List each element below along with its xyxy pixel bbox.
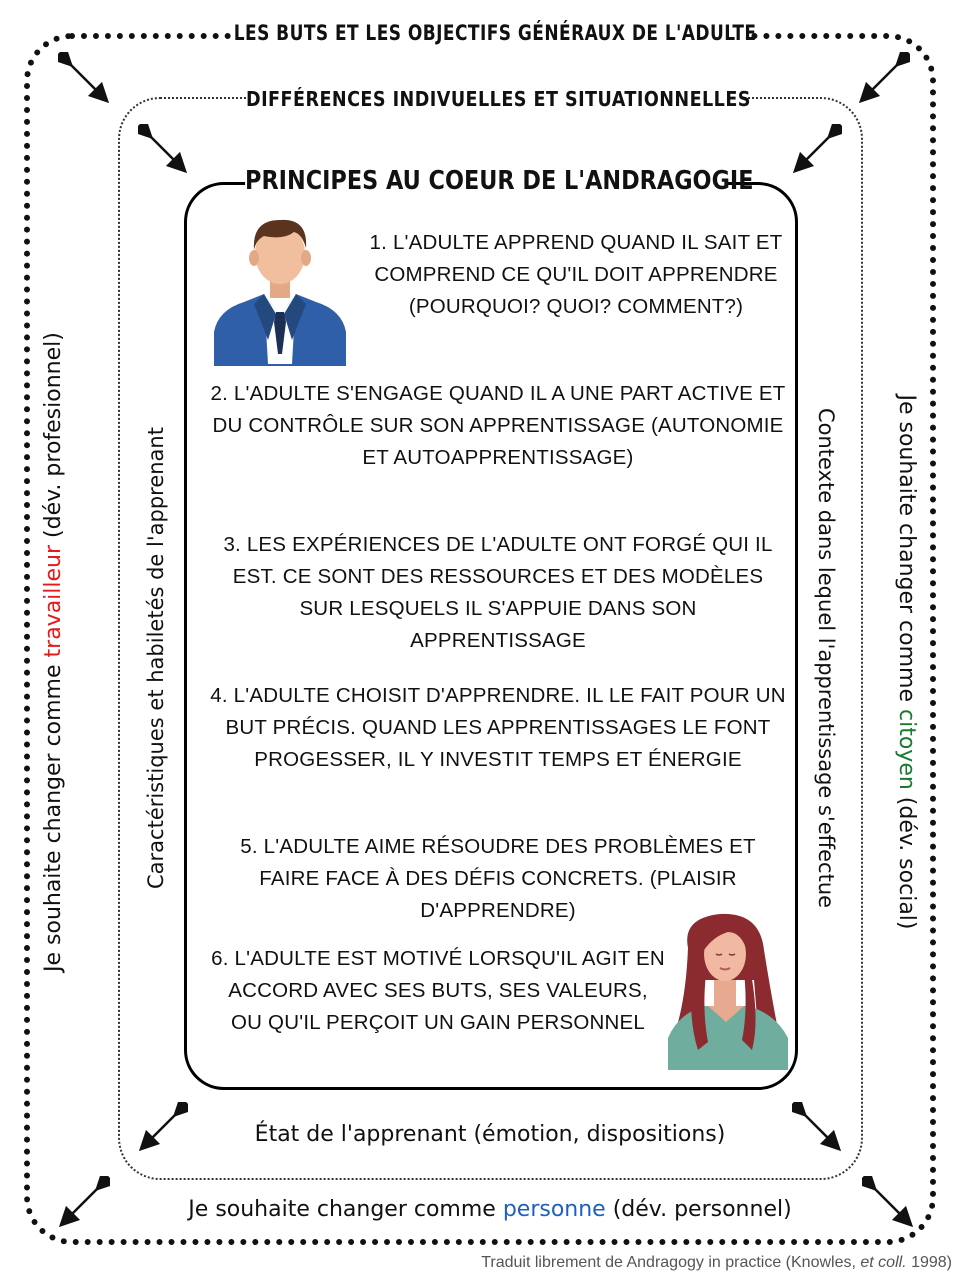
- bottom-outer-after: (dév. personnel): [605, 1197, 792, 1222]
- inner-title: PRINCIPES AU COEUR DE L'ANDRAGOGIE: [245, 163, 725, 199]
- left-outer-before: Je souhaite changer comme: [41, 657, 66, 972]
- credit-after: 1998): [906, 1254, 952, 1271]
- right-outer-highlight: citoyen: [894, 709, 919, 790]
- principle-1: 1. L'ADULTE APPREND QUAND IL SAIT ET COMPREND CE QU'IL DOIT APPRENDRE (POURQUOI? QUOI? COMMENT?): [369, 231, 783, 318]
- middle-title: DIFFÉRENCES INDIVUELLES ET SITUATIONNELLES: [246, 84, 745, 114]
- credit-note: [481, 1254, 952, 1272]
- principle-3: 3. LES EXPÉRIENCES DE L'ADULTE ONT FORGÉ QUI IL EST. CE SONT DES RESSOURCES ET DES MODÈLES SUR LESQUELS IL S'APPUIE DANS SON APPRENTISSAGE: [223, 533, 773, 652]
- left-outer-after: (dév. profesionnel): [41, 332, 66, 545]
- double-arrow-icon: [58, 52, 110, 104]
- outer-title: LES BUTS ET LES OBJECTIFS GÉNÉRAUX DE L'ADULTE: [234, 16, 752, 50]
- double-arrow-icon: [138, 124, 188, 174]
- double-arrow-icon: [792, 1102, 842, 1152]
- double-arrow-icon: [138, 1102, 188, 1152]
- double-arrow-icon: [858, 52, 910, 104]
- businessman-illustration: [214, 214, 346, 366]
- left-outer-label: [39, 332, 69, 978]
- bottom-outer-before: Je souhaite changer comme: [188, 1197, 503, 1222]
- bottom-middle-label: État de l'apprenant (émotion, dispositions): [254, 1122, 726, 1147]
- right-outer-before: Je souhaite changer comme: [894, 394, 919, 710]
- double-arrow-icon: [862, 1176, 914, 1228]
- credit-italic: et coll.: [860, 1254, 907, 1271]
- right-middle-label: Contexte dans lequel l'apprentissage s'effectue: [811, 362, 841, 954]
- left-outer-highlight: travailleur: [41, 544, 66, 658]
- principle-5: 5. L'ADULTE AIME RÉSOUDRE DES PROBLÈMES ET FAIRE FACE À DES DÉFIS CONCRETS. (PLAISIR D'APPRENDRE): [240, 835, 756, 922]
- right-outer-label: [891, 361, 921, 963]
- double-arrow-icon: [792, 124, 842, 174]
- bottom-outer-highlight: personne: [502, 1197, 606, 1222]
- principle-4: 4. L'ADULTE CHOISIT D'APPRENDRE. IL LE FAIT POUR UN BUT PRÉCIS. QUAND LES APPRENTISSAGES LE FONT PROGESSER, IL Y INVESTIT TEMPS ET ÉNERGIE: [210, 684, 786, 771]
- woman-illustration: [668, 910, 788, 1070]
- bottom-outer-label: [170, 1194, 810, 1226]
- credit-before: Traduit librement de Andragogy in practice (Knowles,: [481, 1254, 861, 1271]
- right-outer-after: (dév. social): [894, 789, 919, 930]
- left-middle-label: Caractéristiques et habiletés de l'apprenant: [141, 362, 171, 954]
- principle-2: 2. L'ADULTE S'ENGAGE QUAND IL A UNE PART ACTIVE ET DU CONTRÔLE SUR SON APPRENTISSAGE (AUTONOMIE ET AUTOAPPRENTISSAGE): [210, 382, 786, 469]
- principle-6: 6. L'ADULTE EST MOTIVÉ LORSQU'IL AGIT EN ACCORD AVEC SES BUTS, SES VALEURS, OU QU'IL PERÇOIT UN GAIN PERSONNEL: [211, 947, 665, 1034]
- double-arrow-icon: [58, 1176, 110, 1228]
